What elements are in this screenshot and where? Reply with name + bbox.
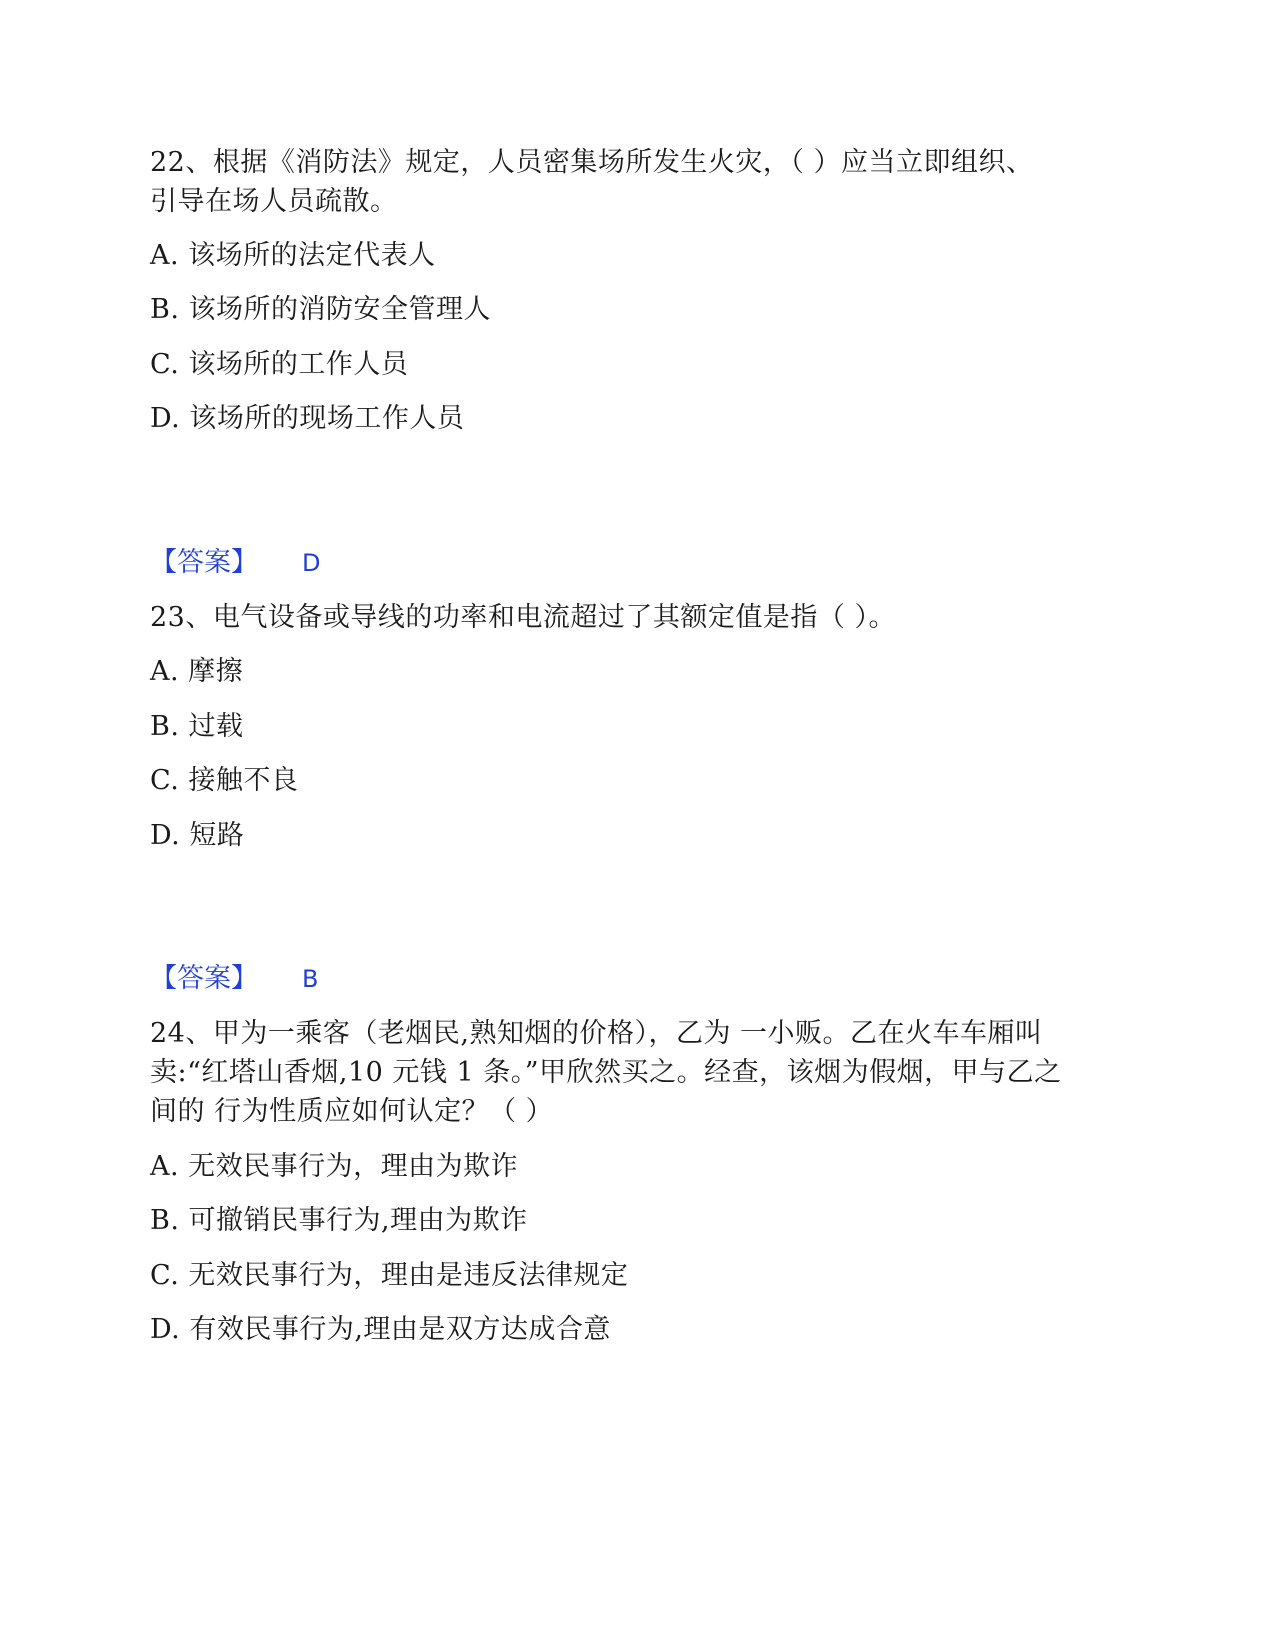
question-24-option-c: C. 无效民事行为，理由是违反法律规定 bbox=[150, 1260, 629, 1291]
question-24-stem-line-2: 卖:“红塔山香烟,10 元钱 1 条。”甲欣然买之。经查，该烟为假烟，甲与乙之 bbox=[150, 1057, 1062, 1088]
question-22-option-a: A. 该场所的法定代表人 bbox=[150, 240, 436, 271]
question-22-option-b: B. 该场所的消防安全管理人 bbox=[150, 294, 492, 325]
question-22-option-c: C. 该场所的工作人员 bbox=[150, 349, 409, 380]
answer-value: D bbox=[302, 549, 321, 577]
question-23-answer bbox=[150, 959, 318, 999]
question-22-stem-line-1: 22、根据《消防法》规定，人员密集场所发生火灾，（ ）应当立即组织、 bbox=[150, 147, 1034, 178]
question-24-stem-line-3: 间的 行为性质应如何认定？（ ） bbox=[150, 1096, 554, 1127]
answer-label: 【答案】 bbox=[150, 963, 258, 994]
question-24-option-d: D. 有效民事行为,理由是双方达成合意 bbox=[150, 1314, 611, 1345]
question-23-option-b: B. 过载 bbox=[150, 711, 244, 742]
answer-value: B bbox=[302, 965, 319, 993]
question-24-option-a: A. 无效民事行为，理由为欺诈 bbox=[150, 1151, 519, 1182]
question-23-option-c: C. 接触不良 bbox=[150, 765, 299, 796]
answer-label: 【答案】 bbox=[150, 547, 258, 578]
question-22-answer bbox=[150, 543, 320, 583]
question-23-stem-line-1: 23、电气设备或导线的功率和电流超过了其额定值是指（ ）。 bbox=[150, 602, 896, 633]
question-22-option-d: D. 该场所的现场工作人员 bbox=[150, 403, 465, 434]
question-23-option-a: A. 摩擦 bbox=[150, 656, 244, 687]
question-24-stem-line-1: 24、甲为一乘客（老烟民,熟知烟的价格），乙为 一小贩。乙在火车车厢叫 bbox=[150, 1018, 1043, 1049]
question-24-option-b: B. 可撤销民事行为,理由为欺诈 bbox=[150, 1205, 528, 1236]
question-23-option-d: D. 短路 bbox=[150, 820, 245, 851]
question-22-stem-line-2: 引导在场人员疏散。 bbox=[150, 186, 398, 217]
